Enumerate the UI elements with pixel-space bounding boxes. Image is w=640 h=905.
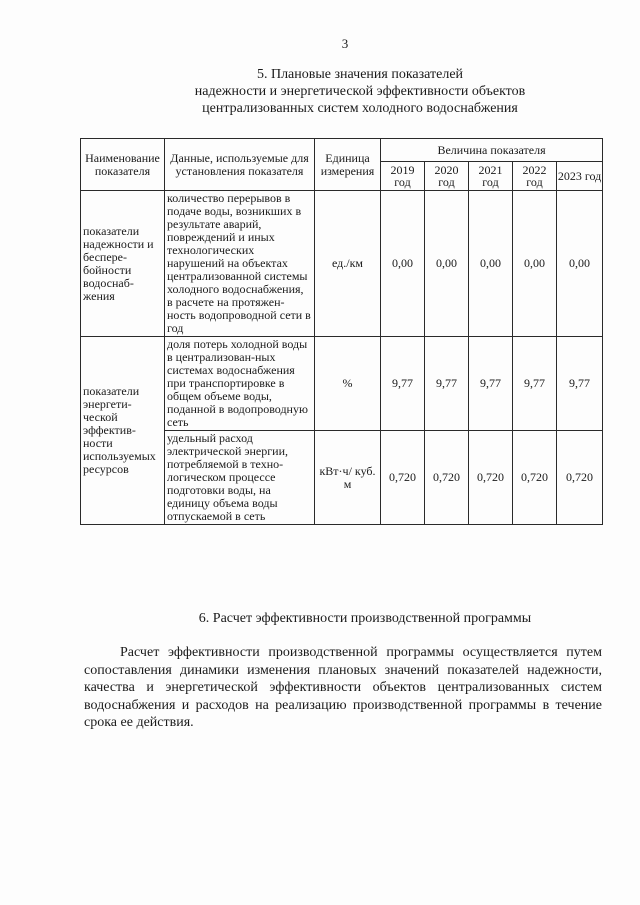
section-5-title-line: надежности и энергетической эффективности объектов <box>194 84 526 99</box>
indicator-value: 9,77 <box>381 337 425 431</box>
indicator-value: 0,00 <box>381 191 425 337</box>
indicator-unit: % <box>315 337 381 431</box>
indicator-value: 9,77 <box>513 337 557 431</box>
section-5-title-line: 5. Плановые значения показателей <box>256 67 464 82</box>
header-value: Величина показателя <box>381 139 603 162</box>
indicator-value: 9,77 <box>557 337 603 431</box>
header-name: Наименование показателя <box>81 139 165 191</box>
header-year: 2022 год <box>513 162 557 191</box>
indicator-value: 0,00 <box>425 191 469 337</box>
header-year: 2020 год <box>425 162 469 191</box>
indicator-value: 0,720 <box>381 431 425 525</box>
indicator-value: 0,720 <box>513 431 557 525</box>
indicators-table <box>80 138 603 525</box>
indicator-value: 0,00 <box>513 191 557 337</box>
section-5-title-line: централизованных систем холодного водоснабжения <box>202 101 518 116</box>
indicator-value: 0,720 <box>469 431 513 525</box>
table-row <box>81 337 603 431</box>
header-year: 2021 год <box>469 162 513 191</box>
indicator-value: 9,77 <box>469 337 513 431</box>
indicator-unit: кВт·ч/ куб. м <box>315 431 381 525</box>
indicator-value: 0,00 <box>469 191 513 337</box>
indicator-unit: ед./км <box>315 191 381 337</box>
page-number: 3 <box>341 36 349 51</box>
indicator-value: 0,720 <box>425 431 469 525</box>
indicator-name: показатели надежности и беспере-бойности водоснаб-жения <box>81 191 165 337</box>
indicator-value: 9,77 <box>425 337 469 431</box>
indicator-data: удельный расход электрической энергии, потребляемой в техно-логическом процессе подготовки воды, на единицу объема воды отпускаемой в сеть <box>165 431 315 525</box>
indicator-name: показатели энергети-ческой эффектив-ности используемых ресурсов <box>81 337 165 525</box>
header-year: 2023 год <box>557 162 603 191</box>
table-row <box>81 191 603 337</box>
table-header-row <box>81 139 603 162</box>
indicator-data: количество перерывов в подаче воды, возникших в результате аварий, повреждений и иных технологических нарушений на объектах централизованной системы холодного водоснабжения, в расчете на протяжен-ность водопроводной сети в год <box>165 191 315 337</box>
header-year: 2019 год <box>381 162 425 191</box>
indicator-value: 0,720 <box>557 431 603 525</box>
indicator-data: доля потерь холодной воды в централизован-ных системах водоснабжения при транспортировке в общем объеме воды, поданной в водопроводную сеть <box>165 337 315 431</box>
body-paragraph: Расчет эффективности производственной программы осуществляется путем сопоставления динамики изменения плановых значений показателей надежности, качества и энергетической эффективности объектов централизованных систем водоснабжения и расходов на реализацию производственной программы в течение срока ее действия. <box>84 645 602 730</box>
header-data: Данные, используемые для установления показателя <box>165 139 315 191</box>
header-unit: Единица измерения <box>315 139 381 191</box>
indicator-value: 0,00 <box>557 191 603 337</box>
section-6-title: 6. Расчет эффективности производственной программы <box>198 611 532 626</box>
section-5-title <box>150 66 570 117</box>
